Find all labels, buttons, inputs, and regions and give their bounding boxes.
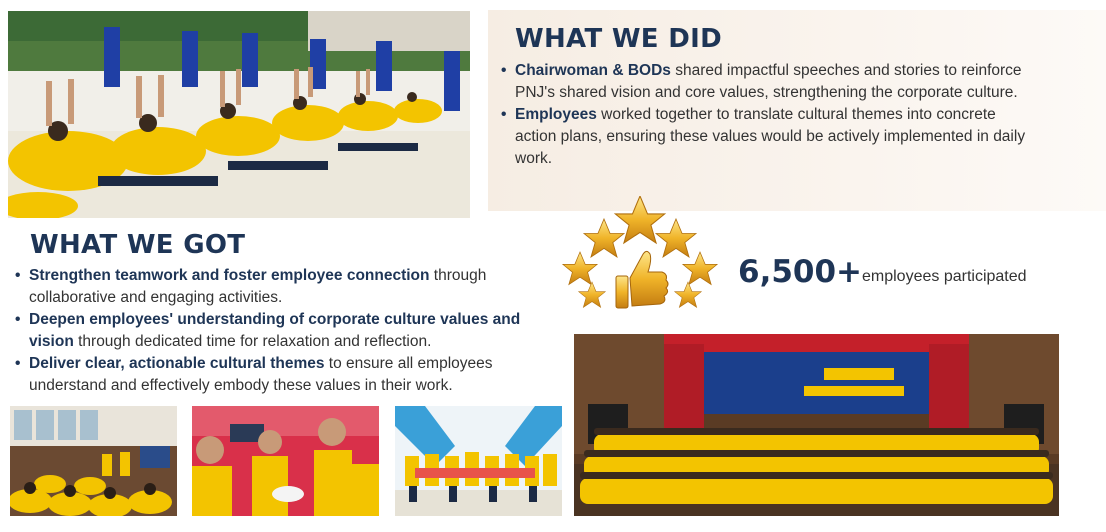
team-activity-photo [192, 406, 379, 516]
what-we-did-heading: WHAT WE DID [515, 24, 722, 54]
item-text: to ensure all employees understand and effectively embody these values in their work. [29, 355, 493, 394]
what-we-got-heading: WHAT WE GOT [30, 230, 246, 260]
item-bold-text: Chairwoman & BODs [515, 62, 671, 79]
list-item [15, 265, 545, 309]
what-we-did-list [501, 60, 1031, 170]
what-we-got-list [15, 265, 545, 397]
list-item [15, 353, 545, 397]
stars-thumbs-up-icon [560, 196, 720, 318]
item-bold-text: Deliver clear, actionable cultural themes [29, 355, 325, 372]
item-text: worked together to translate cultural themes into concrete action plans, ensuring these values would be actively implemented in daily work. [515, 106, 1026, 167]
item-text: shared impactful speeches and stories to reinforce PNJ's shared vision and core values, strengthening the corporate culture. [515, 62, 1022, 101]
participants-count: 6,500+ [738, 254, 863, 290]
item-bold-text: Deepen employees' understanding of corporate culture values and vision [29, 311, 521, 350]
list-item [15, 309, 545, 353]
participants-label: employees participated [862, 268, 1027, 285]
item-text: through collaborative and engaging activities. [29, 267, 487, 306]
list-item [501, 104, 1031, 170]
item-bold-text: Employees [515, 106, 597, 123]
outdoor-celebration-photo [395, 406, 562, 516]
what-we-did-panel [488, 10, 1106, 211]
classroom-photo [10, 406, 177, 516]
beach-team-photo [8, 11, 470, 218]
item-text: through dedicated time for relaxation and reflection. [73, 333, 432, 350]
list-item [501, 60, 1031, 104]
item-bold-text: Strengthen teamwork and foster employee connection [29, 267, 430, 284]
group-photo [574, 334, 1059, 516]
